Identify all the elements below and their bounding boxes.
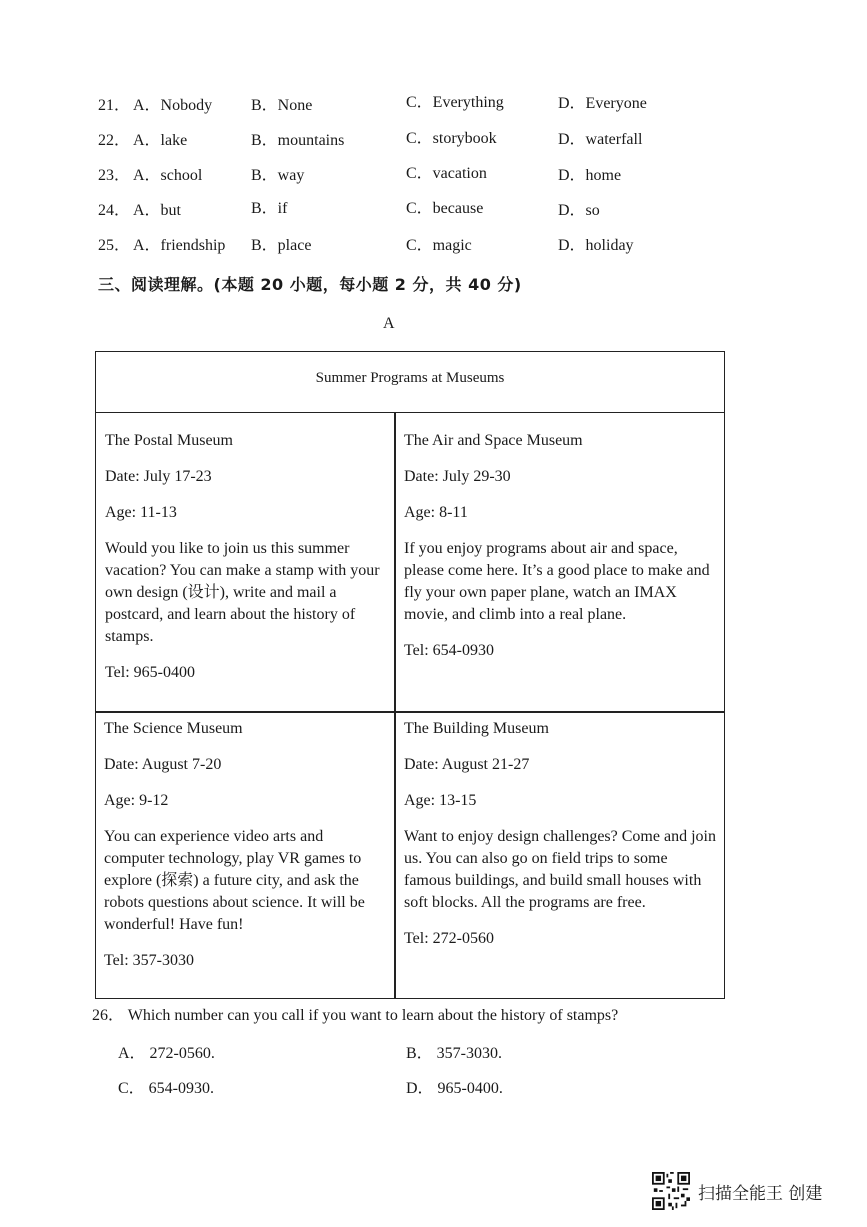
- museum-name: The Postal Museum: [105, 432, 233, 449]
- museum-description: You can experience video arts and computer technology, play VR games to explore (探索) a future city, and ask the robots questions about science. It will be wonderful! Have fun!: [104, 828, 365, 933]
- option-a: A．lake: [133, 132, 188, 149]
- option-c: C．magic: [406, 237, 472, 254]
- museum-cell-postal: [105, 430, 385, 698]
- question-number: 24．: [98, 202, 131, 219]
- scanner-watermark: [652, 1172, 822, 1210]
- question-number: 21．: [98, 97, 131, 114]
- option-b: B．place: [251, 237, 312, 254]
- option-c: C．vacation: [406, 165, 487, 182]
- museum-description: Want to enjoy design challenges? Come and join us. You can also go on field trips to some famous buildings, and build small houses with soft blocks. All the programs are free.: [404, 828, 716, 911]
- museum-description: If you enjoy programs about air and space, please come here. It’s a good place to make and fly your own paper plane, watch an IMAX movie, and climb into a real plane.: [404, 540, 710, 623]
- cloze-row-22: [0, 127, 867, 153]
- column-divider: [394, 413, 396, 999]
- museum-name: The Air and Space Museum: [404, 432, 583, 449]
- museum-date: Date: August 7-20: [104, 756, 222, 773]
- cloze-row-23: [0, 162, 867, 188]
- museum-cell-air-space: [404, 430, 716, 676]
- table-title: Summer Programs at Museums: [96, 352, 724, 413]
- option-b: B．if: [251, 200, 288, 217]
- museum-description: Would you like to join us this summer vacation? You can make a stamp with your own design (设计), write and mail a postcard, and learn about the history of stamps.: [105, 540, 380, 645]
- option-d: D．Everyone: [558, 95, 647, 112]
- cloze-row-25: [0, 232, 867, 258]
- option-b: B．mountains: [251, 132, 345, 149]
- answer-b: B． 357-3030.: [406, 1045, 503, 1062]
- option-b: B．way: [251, 167, 305, 184]
- museum-tel: Tel: 654-0930: [404, 642, 494, 659]
- answer-d: D． 965-0400.: [406, 1080, 503, 1097]
- option-b: B．None: [251, 97, 313, 114]
- museum-date: Date: August 21-27: [404, 756, 530, 773]
- question-26: 26． Which number can you call if you want to learn about the history of stamps?: [92, 1007, 619, 1024]
- option-a: A．but: [133, 202, 182, 219]
- option-a: A．friendship: [133, 237, 226, 254]
- museum-cell-science: [104, 718, 387, 986]
- option-d: D．home: [558, 167, 622, 184]
- museum-age: Age: 11-13: [105, 504, 177, 521]
- question-number: 25．: [98, 237, 131, 254]
- museum-tel: Tel: 357-3030: [104, 952, 194, 969]
- option-d: D．waterfall: [558, 131, 643, 148]
- passage-label: A: [383, 315, 395, 332]
- option-a: A．school: [133, 167, 203, 184]
- museum-age: Age: 8-11: [404, 504, 468, 521]
- question-number: 22．: [98, 132, 131, 149]
- row-divider: [96, 711, 724, 713]
- option-c: C．because: [406, 200, 484, 217]
- answer-a: A． 272-0560.: [118, 1045, 215, 1062]
- museum-name: The Science Museum: [104, 720, 243, 737]
- museum-cell-building: [404, 718, 718, 964]
- museum-tel: Tel: 965-0400: [105, 664, 195, 681]
- qr-code-icon: [652, 1172, 690, 1210]
- answer-c: C． 654-0930.: [118, 1080, 215, 1097]
- museum-age: Age: 13-15: [404, 792, 477, 809]
- watermark-text: 扫描全能王 创建: [698, 1183, 823, 1204]
- section-heading: 三、阅读理解。(本题 20 小题，每小题 2 分，共 40 分): [98, 275, 522, 294]
- museum-programs-table: [95, 351, 725, 999]
- museum-date: Date: July 29-30: [404, 468, 511, 485]
- cloze-row-24: [0, 197, 867, 223]
- option-c: C．Everything: [406, 94, 504, 111]
- option-d: D．holiday: [558, 237, 634, 254]
- option-c: C．storybook: [406, 130, 497, 147]
- option-d: D．so: [558, 202, 600, 219]
- museum-date: Date: July 17-23: [105, 468, 212, 485]
- option-a: A．Nobody: [133, 97, 213, 114]
- question-number: 23．: [98, 167, 131, 184]
- museum-name: The Building Museum: [404, 720, 549, 737]
- museum-age: Age: 9-12: [104, 792, 169, 809]
- museum-tel: Tel: 272-0560: [404, 930, 494, 947]
- cloze-row-21: [0, 92, 867, 118]
